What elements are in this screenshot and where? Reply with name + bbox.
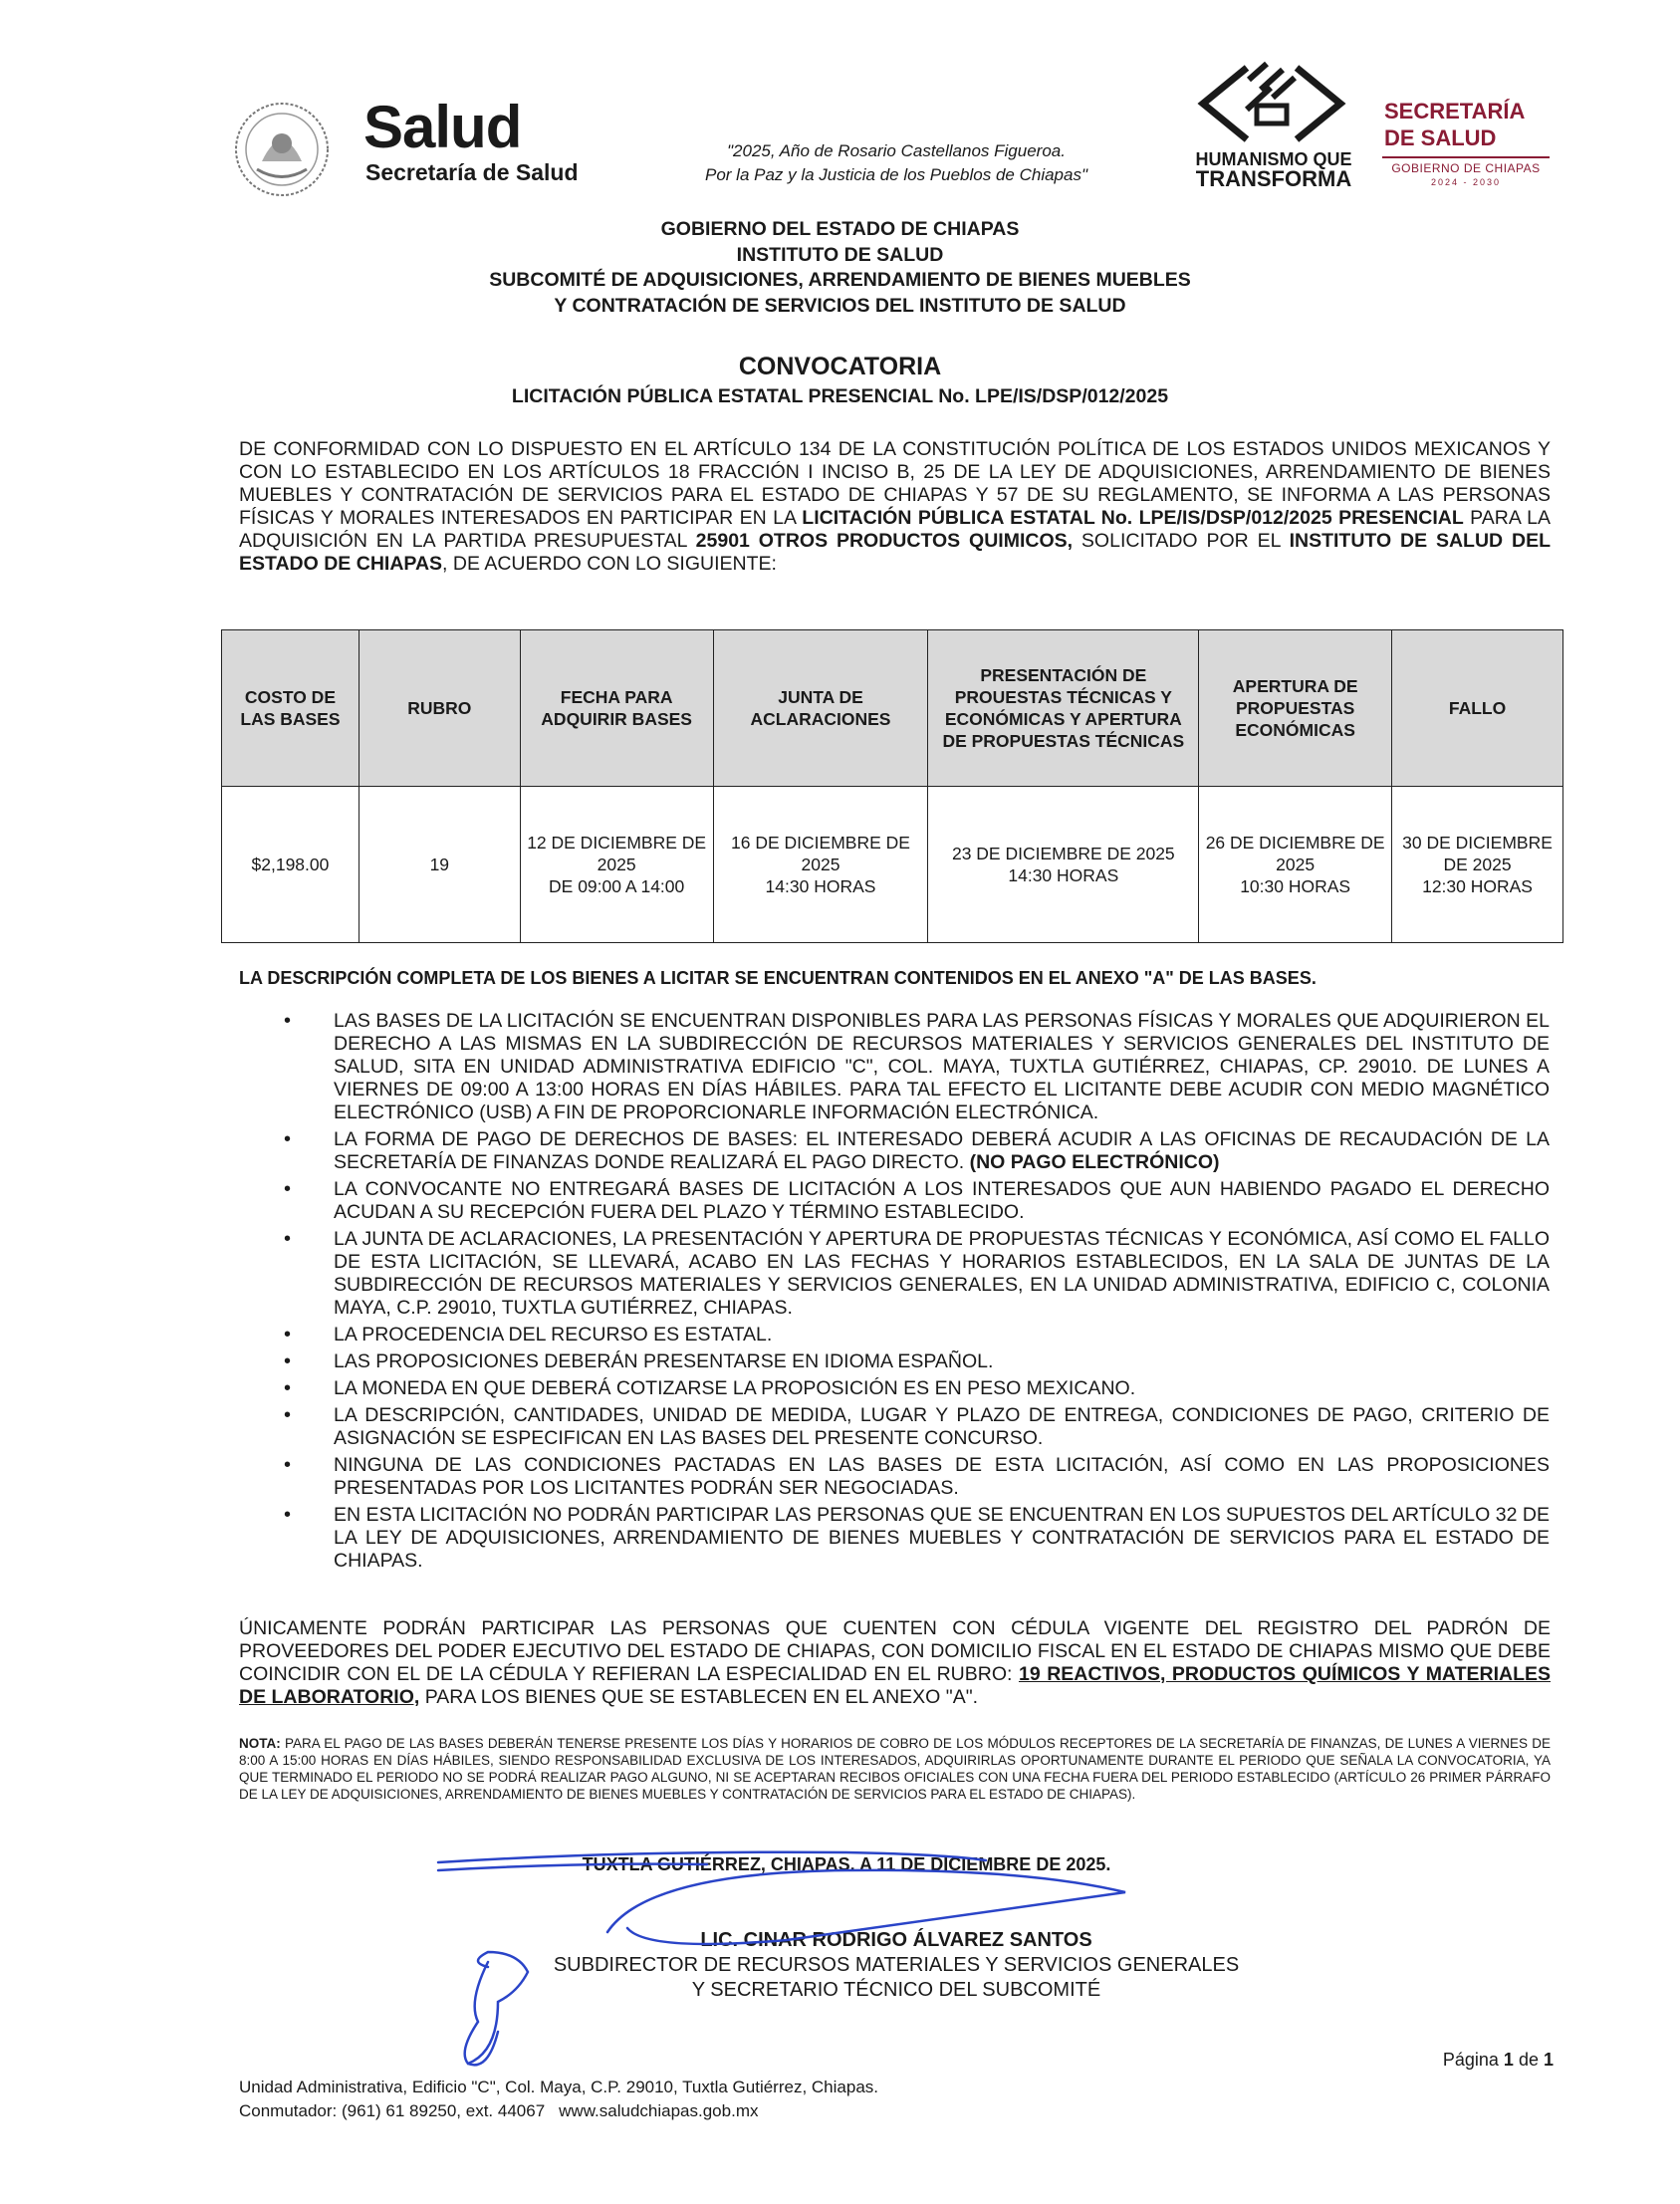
list-item-text: LA FORMA DE PAGO DE DERECHOS DE BASES: EL INTERESADO DEBERÁ ACUDIR A LAS OFICINAS DE RECAUDACIÓN DE LA SECRETARÍA DE FINANZAS DONDE REALIZARÁ EL PAGO DIRECTO. xyxy=(334,1128,1550,1173)
page-of: de xyxy=(1518,2050,1539,2070)
institution-heading xyxy=(239,217,1441,319)
cell-fallo xyxy=(1392,787,1563,943)
list-item: • LAS BASES DE LA LICITACIÓN SE ENCUENTRAN DISPONIBLES PARA LAS PERSONAS FÍSICAS Y MORALES QUE ADQUIRIERON EL DERECHO A LAS MISMAS EN LA SUBDIRECCIÓN DE RECURSOS MATERIALES Y SERVICIOS GENERALES DEL INSTITUTO DE SALUD, SITA EN UNIDAD ADMINISTRATIVA EDIFICIO "C", COL. MAYA, TUXTLA GUTIÉRREZ, CHIAPAS, CP. 29010. DE LUNES A VIERNES DE 09:00 A 13:00 HORAS EN DÍAS HÁBILES. PARA TAL EFECTO EL LICITANTE DEBE ACUDIR CON MEDIO MAGNÉTICO ELECTRÓNICO (USB) A FIN DE PROPORCIONARLE INFORMACIÓN ELECTRÓNICA. xyxy=(284,1010,1550,1124)
secretaria-title xyxy=(1384,98,1563,151)
convocatoria-title: CONVOCATORIA xyxy=(738,353,942,380)
cell-junta-date: 16 DE DICIEMBRE DE 2025 xyxy=(731,833,910,874)
intro-bold-1: LICITACIÓN PÚBLICA ESTATAL No. LPE/IS/DSP/012/2025 PRESENCIAL xyxy=(802,507,1464,529)
schedule-table xyxy=(221,629,1563,943)
signer-title-2: Y SECRETARIO TÉCNICO DEL SUBCOMITÉ xyxy=(691,1979,1101,2001)
cell-presentacion xyxy=(928,787,1199,943)
gobierno-text: GOBIERNO DE CHIAPAS xyxy=(1391,161,1541,175)
list-item: • LAS PROPOSICIONES DEBERÁN PRESENTARSE EN IDIOMA ESPAÑOL. xyxy=(284,1350,1550,1373)
humanismo-line-2: TRANSFORMA xyxy=(1195,166,1352,191)
cell-fecha-time: DE 09:00 A 14:00 xyxy=(549,876,685,896)
list-item: • EN ESTA LICITACIÓN NO PODRÁN PARTICIPAR LAS PERSONAS QUE SE ENCUENTRAN EN LOS SUPUESTOS DEL ARTÍCULO 32 DE LA LEY DE ADQUISICIONES, ARRENDAMIENTO DE BIENES MUEBLES Y CONTRATACIÓN DE SERVICIOS PARA EL ESTADO DE CHIAPAS. xyxy=(284,1504,1550,1573)
place-date: TUXTLA GUTIÉRREZ, CHIAPAS. A 11 DE DICIEMBRE DE 2025. xyxy=(582,1854,1111,1874)
conditions-list xyxy=(284,1010,1550,1577)
nota-label: NOTA: xyxy=(239,1736,281,1751)
list-item: • NINGUNA DE LAS CONDICIONES PACTADAS EN LAS BASES DE ESTA LICITACIÓN, ASÍ COMO EN LAS PROPOSICIONES PRESENTADAS POR LOS LICITANTES PODRÁN SER NEGOCIADAS. xyxy=(284,1454,1550,1500)
list-item: • LA MONEDA EN QUE DEBERÁ COTIZARSE LA PROPOSICIÓN ES EN PESO MEXICANO. xyxy=(284,1377,1550,1400)
list-item xyxy=(284,1128,1550,1174)
eligibility-paragraph xyxy=(239,1617,1551,1709)
list-item-bold: (NO PAGO ELECTRÓNICO) xyxy=(969,1151,1220,1173)
list-item: • LA CONVOCANTE NO ENTREGARÁ BASES DE LICITACIÓN A LOS INTERESADOS QUE AUN HABIENDO PAGADO EL DERECHO ACUDAN A SU RECEPCIÓN FUERA DEL PLAZO Y TÉRMINO ESTABLECIDO. xyxy=(284,1178,1550,1224)
heading-line-1: GOBIERNO DEL ESTADO DE CHIAPAS xyxy=(660,218,1020,240)
signer-title-1: SUBDIRECTOR DE RECURSOS MATERIALES Y SERVICIOS GENERALES xyxy=(553,1954,1240,1976)
humanismo-line-1: HUMANISMO QUE xyxy=(1195,149,1352,169)
footer-contact xyxy=(239,2099,758,2123)
humanismo-text xyxy=(1179,149,1368,189)
signer-name: LIC. CINAR RODRIGO ÁLVAREZ SANTOS xyxy=(700,1929,1092,1951)
heading-line-4: Y CONTRATACIÓN DE SERVICIOS DEL INSTITUTO DE SALUD xyxy=(554,294,1126,317)
page-current: 1 xyxy=(1503,2050,1514,2070)
nota-text: PARA EL PAGO DE LAS BASES DEBERÁN TENERSE PRESENTE LOS DÍAS Y HORARIOS DE COBRO DE LOS MÓDULOS RECEPTORES DE LA SECRETARÍA DE FINANZAS, DE LUNES A VIERNES DE 8:00 A 15:00 HORAS EN DÍAS HÁBILES, SIENDO RESPONSABILIDAD EXCLUSIVA DE LOS INTERESADOS, ADQUIRIRLAS OPORTUNAMENTE DURANTE EL PERIODO QUE SEÑALA LA CONVOCATORIA, YA QUE TERMINADO EL PERIODO NO SE PODRÁ REALIZAR PAGO ALGUNO, NI SE ACEPTARAN RECIBOS OFICIALES CON UNA FECHA FUERA DEL PERIODO ESTABLECIDO (ARTÍCULO 26 PRIMER PÁRRAFO DE LA LEY DE ADQUISICIONES, ARRENDAMIENTO DE BIENES MUEBLES Y CONTRATACIÓN DE SERVICIOS PARA EL ESTADO DE CHIAPAS). xyxy=(239,1736,1551,1802)
intro-bold-2: 25901 OTROS PRODUCTOS QUIMICOS, xyxy=(695,530,1074,552)
page-total: 1 xyxy=(1543,2050,1554,2070)
cell-junta-time: 14:30 HORAS xyxy=(765,876,876,896)
brand-subtitle: Secretaría de Salud xyxy=(365,159,579,185)
table-row xyxy=(222,787,1563,943)
cell-costo: $2,198.00 xyxy=(222,787,360,943)
secretaria-title-line-1: SECRETARÍA xyxy=(1384,99,1526,123)
convocatoria-subtitle: LICITACIÓN PÚBLICA ESTATAL PRESENCIAL No. LPE/IS/DSP/012/2025 xyxy=(511,385,1169,407)
list-item: • LA DESCRIPCIÓN, CANTIDADES, UNIDAD DE MEDIDA, LUGAR Y PLAZO DE ENTREGA, CONDICIONES DE PAGO, CRITERIO DE ASIGNACIÓN SE ESPECIFICAN EN LAS BASES DEL PRESENTE CONCURSO. xyxy=(284,1404,1550,1450)
header-costo: COSTO DE LAS BASES xyxy=(222,630,360,787)
cell-junta xyxy=(713,787,928,943)
heading-line-3: SUBCOMITÉ DE ADQUISICIONES, ARRENDAMIENTO DE BIENES MUEBLES xyxy=(489,269,1191,291)
cell-apertura xyxy=(1199,787,1392,943)
header-rubro: RUBRO xyxy=(359,630,520,787)
national-seal-logo xyxy=(227,100,345,199)
list-item: • LA PROCEDENCIA DEL RECURSO ES ESTATAL. xyxy=(284,1324,1550,1347)
cell-apertura-date: 26 DE DICIEMBRE DE 2025 xyxy=(1205,833,1385,874)
cell-rubro: 19 xyxy=(359,787,520,943)
eligibility-highlight: 19 REACTIVOS, PRODUCTOS QUÍMICOS Y MATERIALES DE LABORATORIO, xyxy=(239,1663,1551,1708)
secretaria-title-line-2: DE SALUD xyxy=(1384,125,1497,150)
intro-paragraph xyxy=(239,438,1551,576)
footer-website[interactable]: www.saludchiapas.gob.mx xyxy=(559,2101,759,2120)
header-junta: JUNTA DE ACLARACIONES xyxy=(713,630,928,787)
motto-line-1: "2025, Año de Rosario Castellanos Figueroa. xyxy=(727,141,1066,160)
header-apertura: APERTURA DE PROPUESTAS ECONÓMICAS xyxy=(1199,630,1392,787)
intro-part-4: , DE ACUERDO CON LO SIGUIENTE: xyxy=(442,553,777,575)
humanismo-logo xyxy=(1187,60,1356,145)
cell-fallo-date: 30 DE DICIEMBRE DE 2025 xyxy=(1402,833,1553,874)
eligibility-text-2: PARA LOS BIENES QUE SE ESTABLECEN EN EL ANEXO "A". xyxy=(419,1686,979,1708)
cell-fallo-time: 12:30 HORAS xyxy=(1422,876,1533,896)
nota-paragraph xyxy=(239,1735,1551,1803)
intro-bold-3: INSTITUTO DE SALUD DEL ESTADO DE CHIAPAS xyxy=(239,530,1551,575)
intro-part-1: DE CONFORMIDAD CON LO DISPUESTO EN EL ARTÍCULO 134 DE LA CONSTITUCIÓN POLÍTICA DE LOS ESTADOS UNIDOS MEXICANOS Y CON LO ESTABLECIDO EN LOS ARTÍCULOS 18 FRACCIÓN I INCISO B, 25 DE LA LEY DE ADQUISICIONES, ARRENDAMIENTO DE BIENES MUEBLES Y CONTRATACIÓN DE SERVICIOS PARA EL ESTADO DE CHIAPAS Y 57 DE SU REGLAMENTO, SE INFORMA A LAS PERSONAS FÍSICAS Y MORALES INTERESADOS EN PARTICIPAR EN LA xyxy=(239,438,1551,529)
cell-presentacion-date: 23 DE DICIEMBRE DE 2025 xyxy=(951,844,1175,863)
anexo-note: LA DESCRIPCIÓN COMPLETA DE LOS BIENES A LICITAR SE ENCUENTRAN CONTENIDOS EN EL ANEXO "A" DE LAS BASES. xyxy=(239,968,1317,988)
heading-line-2: INSTITUTO DE SALUD xyxy=(736,243,944,266)
header-fecha: FECHA PARA ADQUIRIR BASES xyxy=(520,630,713,787)
brand-title: Salud xyxy=(363,94,522,160)
header-fallo: FALLO xyxy=(1392,630,1563,787)
page-label: Página xyxy=(1442,2050,1499,2070)
cell-presentacion-time: 14:30 HORAS xyxy=(1008,865,1119,885)
intro-part-2: PARA LA ADQUISICIÓN EN LA PARTIDA PRESUPUESTAL xyxy=(239,507,1552,552)
header-presentacion: PRESENTACIÓN DE PROUESTAS TÉCNICAS Y ECONÓMICAS Y APERTURA DE PROPUESTAS TÉCNICAS xyxy=(928,630,1199,787)
signer-block xyxy=(398,1928,1394,2003)
cell-apertura-time: 10:30 HORAS xyxy=(1240,876,1351,896)
divider xyxy=(1382,156,1550,158)
footer-address: Unidad Administrativa, Edificio "C", Col. Maya, C.P. 29010, Tuxtla Gutiérrez, Chiapas. xyxy=(239,2078,878,2096)
cell-fecha xyxy=(520,787,713,943)
footer-phone: Conmutador: (961) 61 89250, ext. 44067 xyxy=(239,2101,546,2120)
gobierno-years: 2024 - 2030 xyxy=(1430,177,1502,187)
eligibility-text-1: ÚNICAMENTE PODRÁN PARTICIPAR LAS PERSONAS QUE CUENTEN CON CÉDULA VIGENTE DEL REGISTRO DEL PADRÓN DE PROVEEDORES DEL PODER EJECUTIVO DEL ESTADO DE CHIAPAS, CON DOMICILIO FISCAL EN EL ESTADO DE CHIAPAS MISMO QUE DEBE COINCIDIR CON EL DE LA CÉDULA Y REFIERAN LA ESPECIALIDAD EN EL RUBRO: xyxy=(239,1617,1551,1685)
motto-line-2: Por la Paz y la Justicia de los Pueblos de Chiapas" xyxy=(704,165,1088,184)
table-header-row xyxy=(222,630,1563,787)
motto xyxy=(617,139,1175,187)
page-number xyxy=(1394,2050,1554,2071)
list-item: • LA JUNTA DE ACLARACIONES, LA PRESENTACIÓN Y APERTURA DE PROPUESTAS TÉCNICAS Y ECONÓMICA, ASÍ COMO EL FALLO DE ESTA LICITACIÓN, SE LLEVARÁ, ACABO EN LAS FECHAS Y HORARIOS ESTABLECIDOS, EN LA SALA DE JUNTAS DE LA SUBDIRECCIÓN DE RECURSOS MATERIALES Y SERVICIOS GENERALES, EN LA UNIDAD ADMINISTRATIVA, EDIFICIO C, COLONIA MAYA, C.P. 29010, TUXTLA GUTIÉRREZ, CHIAPAS. xyxy=(284,1228,1550,1320)
intro-part-3: SOLICITADO POR EL xyxy=(1073,530,1290,552)
cell-fecha-date: 12 DE DICIEMBRE DE 2025 xyxy=(527,833,707,874)
